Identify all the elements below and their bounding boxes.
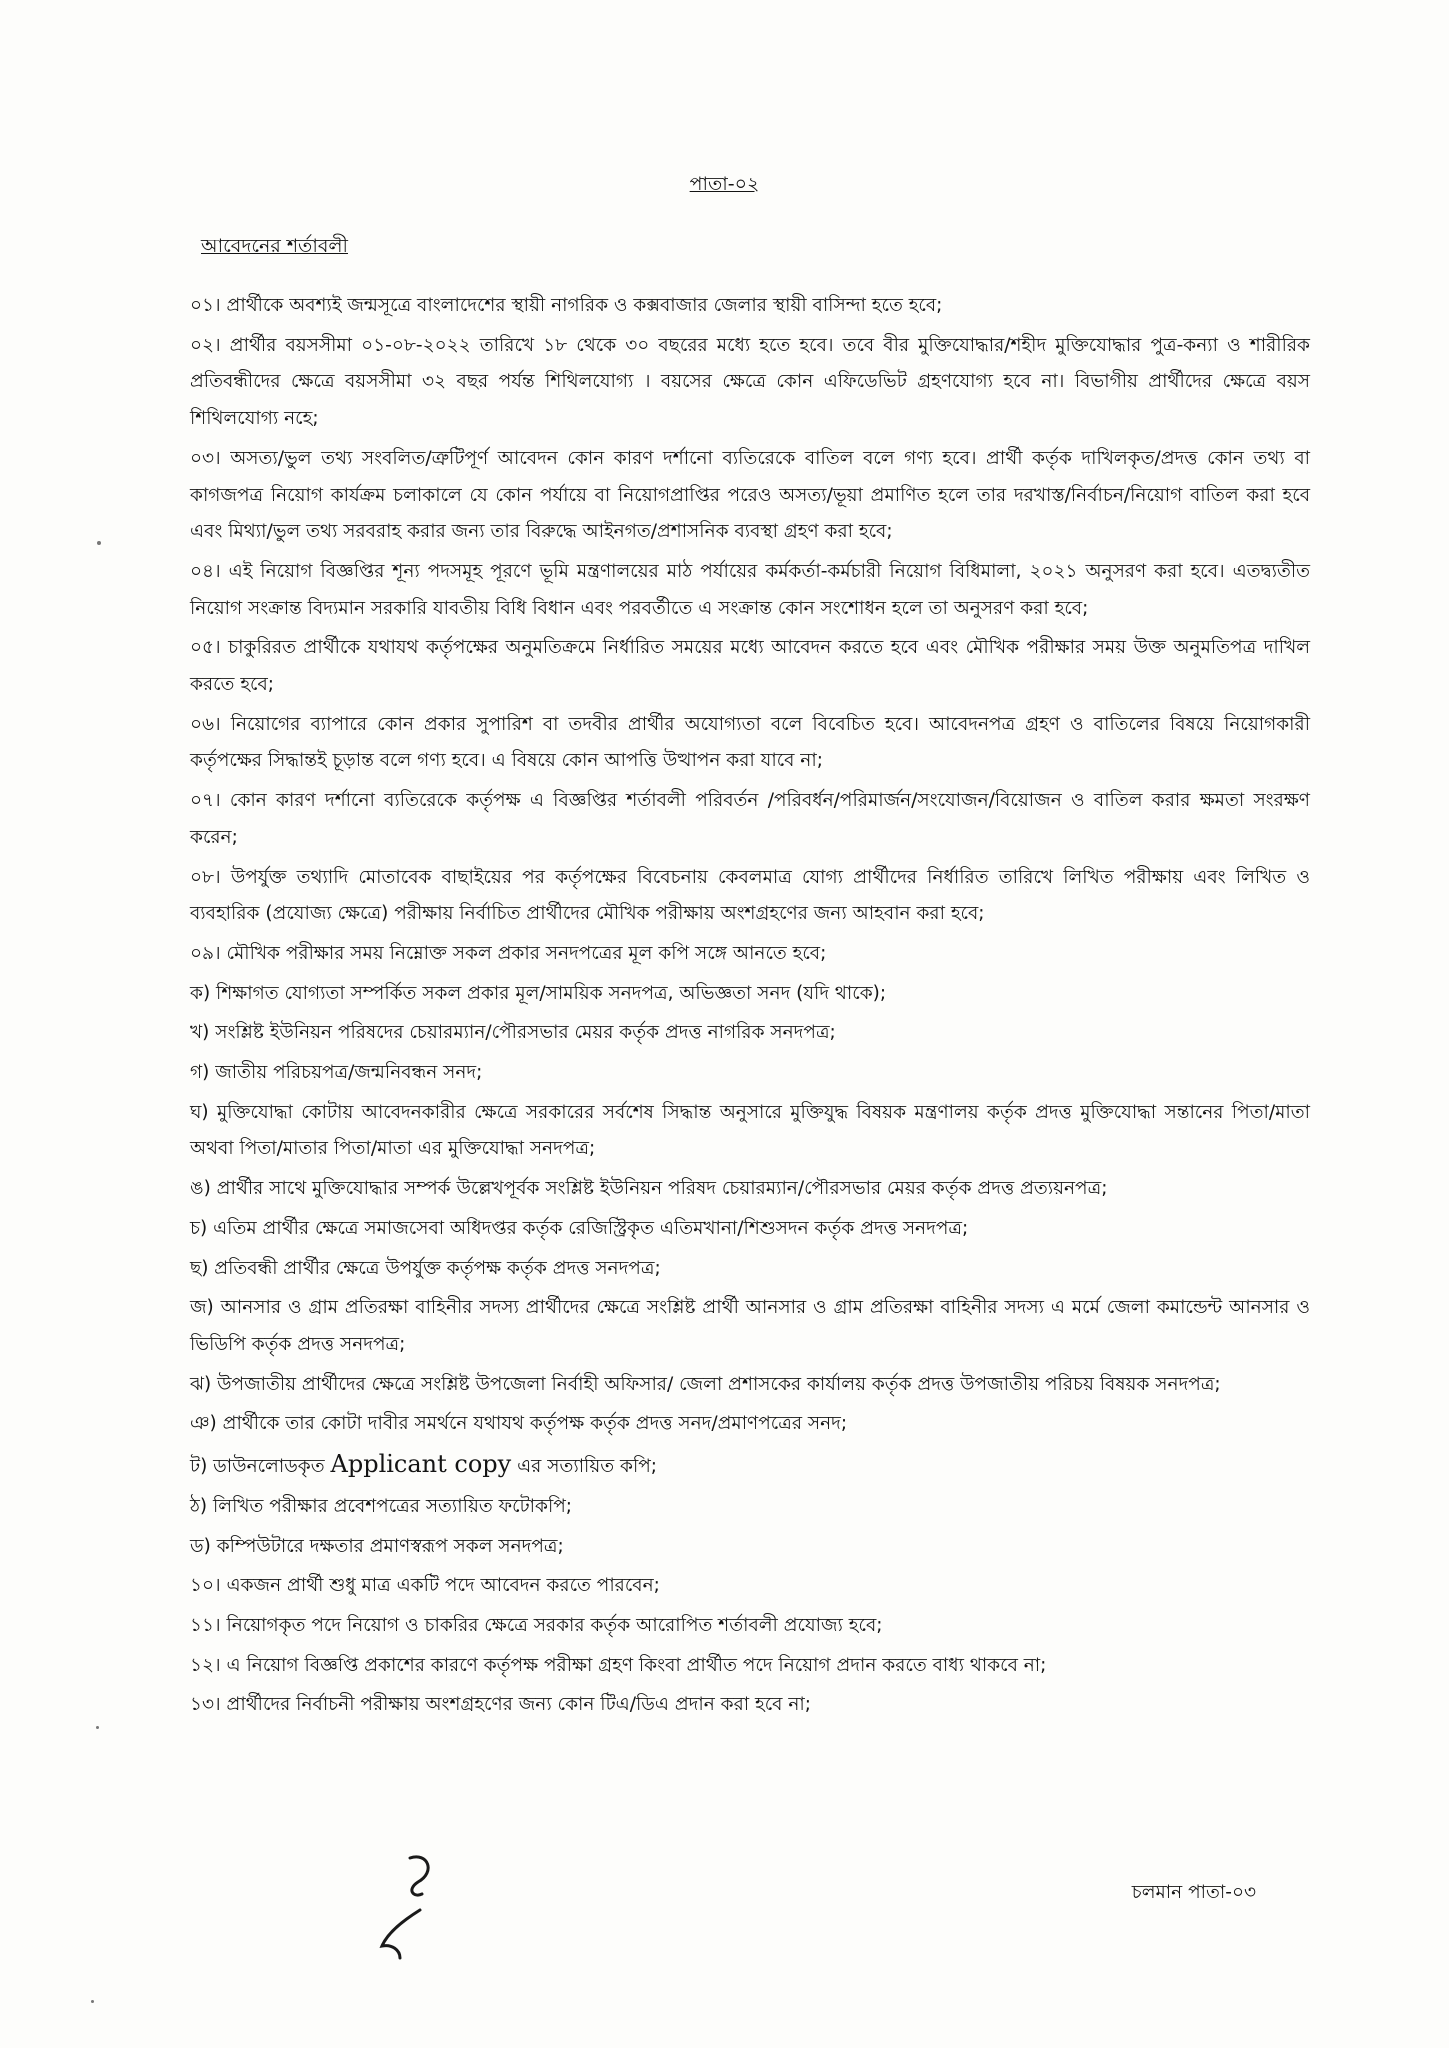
condition-13: ১৩। প্রার্থীদের নির্বাচনী পরীক্ষায় অংশগ্রহণের জন্য কোন টিএ/ডিএ প্রদান করা হবে না; [190, 1694, 811, 1716]
document-item-tha: ঠ) লিখিত পরীক্ষার প্রবেশপত্রের সত্যায়িত ফটোকপি; [190, 1495, 573, 1517]
condition-06: ০৬। নিয়োগের ব্যাপারে কোন প্রকার সুপারিশ বা তদবীর প্রার্থীর অযোগ্যতা বলে বিবেচিত হবে। আবেদনপত্র গ্রহণ ও বাতিলের বিষয়ে নিয়োগকারী কর্তৃপক্ষের সিদ্ধান্তই চূড়ান্ত বলে গণ্য হবে। এ বিষয়ে কোন আপত্তি উত্থাপন করা যাবে না; [190, 713, 1310, 772]
applicant-copy-text: Applicant copy [330, 1450, 512, 1479]
item-ta-suffix: এর সত্যায়িত কপি; [511, 1456, 658, 1478]
conditions-body [190, 288, 1310, 1727]
condition-04: ০৪। এই নিয়োগ বিজ্ঞপ্তির শূন্য পদসমূহ পূরণে ভূমি মন্ত্রণালয়ের মাঠ পর্যায়ের কর্মকর্তা-কর্মচারী নিয়োগ বিধিমালা, ২০২১ অনুসরণ করা হবে। এতদ্ব্যতীত নিয়োগ সংক্রান্ত বিদ্যমান সরকারি যাবতীয় বিধি বিধান এবং পরবর্তীতে এ সংক্রান্ত কোন সংশোধন হলে তা অনুসরণ করা হবে; [190, 560, 1310, 619]
document-item-ta [190, 1446, 1310, 1486]
condition-09: ০৯। মৌখিক পরীক্ষার সময় নিম্নোক্ত সকল প্রকার সনদপত্রের মূল কপি সঙ্গে আনতে হবে; [190, 942, 827, 964]
document-item-chha: ছ) প্রতিবন্ধী প্রার্থীর ক্ষেত্রে উপর্যুক্ত কর্তৃপক্ষ কর্তৃক প্রদত্ত সনদপত্র; [190, 1257, 661, 1279]
handwritten-signature [370, 1850, 460, 1960]
condition-08: ০৮। উপর্যুক্ত তথ্যাদি মোতাবেক বাছাইয়ের পর কর্তৃপক্ষের বিবেচনায় কেবলমাত্র যোগ্য প্রার্থীদের নির্ধারিত তারিখে লিখিত পরীক্ষায় এবং লিখিত ও ব্যবহারিক (প্রযোজ্য ক্ষেত্রে) পরীক্ষায় নির্বাচিত প্রার্থীদের মৌখিক পরীক্ষায় অংশগ্রহণের জন্য আহবান করা হবে; [190, 866, 1310, 925]
continued-page-note: চলমান পাতা-০৩ [1131, 1882, 1256, 1903]
condition-02: ০২। প্রার্থীর বয়সসীমা ০১-০৮-২০২২ তারিখে ১৮ থেকে ৩০ বছরের মধ্যে হতে হবে। তবে বীর মুক্তিযোদ্ধার/শহীদ মুক্তিযোদ্ধার পুত্র-কন্যা ও শারীরিক প্রতিবন্ধীদের ক্ষেত্রে বয়সসীমা ৩২ বছর পর্যন্ত শিথিলযোগ্য । বয়সের ক্ষেত্রে কোন এফিডেভিট গ্রহণযোগ্য হবে না। বিভাগীয় প্রার্থীদের ক্ষেত্রে বয়স শিথিলযোগ্য নহে; [190, 334, 1310, 430]
condition-05: ০৫। চাকুরিরত প্রার্থীকে যথাযথ কর্তৃপক্ষের অনুমতিক্রমে নির্ধারিত সময়ের মধ্যে আবেদন করতে হবে এবং মৌখিক পরীক্ষার সময় উক্ত অনুমতিপত্র দাখিল করতে হবে; [190, 637, 1310, 696]
page-number: পাতা-০২ [689, 173, 760, 195]
condition-01: ০১। প্রার্থীকে অবশ্যই জন্মসূত্রে বাংলাদেশের স্থায়ী নাগরিক ও কক্সবাজার জেলার স্থায়ী বাসিন্দা হতে হবে; [190, 295, 943, 316]
scan-speck [96, 1726, 99, 1729]
document-item-gha: ঘ) মুক্তিযোদ্ধা কোটায় আবেদনকারীর ক্ষেত্রে সরকারের সর্বশেষ সিদ্ধান্ত অনুসারে মুক্তিযুদ্ধ বিষয়ক মন্ত্রণালয় কর্তৃক প্রদত্ত মুক্তিযোদ্ধা সন্তানের পিতা/মাতা অথবা পিতা/মাতার পিতা/মাতা এর মুক্তিযোদ্ধা সনদপত্র; [190, 1101, 1310, 1160]
document-item-kha: খ) সংশ্লিষ্ট ইউনিয়ন পরিষদের চেয়ারম্যান/পৌরসভার মেয়র কর্তৃক প্রদত্ত নাগরিক সনদপত্র; [190, 1022, 836, 1044]
document-item-ja: জ) আনসার ও গ্রাম প্রতিরক্ষা বাহিনীর সদস্য প্রার্থীদের ক্ষেত্রে সংশ্লিষ্ট প্রার্থী আনসার ও গ্রাম প্রতিরক্ষা বাহিনীর সদস্য এ মর্মে জেলা কমান্ডেন্ট আনসার ও ভিডিপি কর্তৃক প্রদত্ত সনদপত্র; [190, 1297, 1310, 1355]
condition-11: ১১। নিয়োগকৃত পদে নিয়োগ ও চাকরির ক্ষেত্রে সরকার কর্তৃক আরোপিত শর্তাবলী প্রযোজ্য হবে; [190, 1614, 883, 1636]
scan-speck [97, 541, 101, 545]
condition-12: ১২। এ নিয়োগ বিজ্ঞপ্তি প্রকাশের কারণে কর্তৃপক্ষ পরীক্ষা গ্রহণ কিংবা প্রার্থীত পদে নিয়োগ প্রদান করতে বাধ্য থাকবে না; [190, 1654, 1047, 1676]
document-item-jha: ঝ) উপজাতীয় প্রার্থীদের ক্ষেত্রে সংশ্লিষ্ট উপজেলা নির্বাহী অফিসার/ জেলা প্রশাসকের কার্যালয় কর্তৃক প্রদত্ত উপজাতীয় পরিচয় বিষয়ক সনদপত্র; [190, 1373, 1221, 1395]
document-item-ga: গ) জাতীয় পরিচয়পত্র/জন্মনিবন্ধন সনদ; [190, 1062, 483, 1084]
document-item-uma: ঙ) প্রার্থীর সাথে মুক্তিযোদ্ধার সম্পর্ক উল্লেখপূর্বক সংশ্লিষ্ট ইউনিয়ন পরিষদ চেয়ারম্যান/পৌরসভার মেয়র কর্তৃক প্রদত্ত প্রত্যয়নপত্র; [190, 1178, 1108, 1200]
document-item-da: ড) কম্পিউটারে দক্ষতার প্রমাণস্বরূপ সকল সনদপত্র; [190, 1535, 564, 1557]
section-heading: আবেদনের শর্তাবলী [201, 235, 348, 257]
document-item-cha: চ) এতিম প্রার্থীর ক্ষেত্রে সমাজসেবা অধিদপ্তর কর্তৃক রেজিস্ট্রিকৃত এতিমখানা/শিশুসদন কর্তৃক প্রদত্ত সনদপত্র; [190, 1217, 969, 1239]
document-item-ka: ক) শিক্ষাগত যোগ্যতা সম্পর্কিত সকল প্রকার মূল/সাময়িক সনদপত্র, অভিজ্ঞতা সনদ (যদি থাকে); [190, 982, 887, 1004]
condition-07: ০৭। কোন কারণ দর্শানো ব্যতিরেকে কর্তৃপক্ষ এ বিজ্ঞপ্তির শর্তাবলী পরিবর্তন /পরিবর্ধন/পরিমার্জন/সংযোজন/বিয়োজন ও বাতিল করার ক্ষমতা সংরক্ষণ করেন; [190, 790, 1310, 848]
scan-speck [91, 2000, 94, 2003]
item-ta-prefix: ট) ডাউনলোডকৃত [190, 1456, 331, 1478]
condition-03: ০৩। অসত্য/ভুল তথ্য সংবলিত/ত্রুটিপূর্ণ আবেদন কোন কারণ দর্শানো ব্যতিরেকে বাতিল বলে গণ্য হবে। প্রার্থী কর্তৃক দাখিলকৃত/প্রদত্ত কোন তথ্য বা কাগজপত্র নিয়োগ কার্যক্রম চলাকালে যে কোন পর্যায়ে বা নিয়োগপ্রাপ্তির পরেও অসত্য/ভূয়া প্রমাণিত হলে তার দরখাস্ত/নির্বাচন/নিয়োগ বাতিল করা হবে এবং মিথ্যা/ভুল তথ্য সরবরাহ করার জন্য তার বিরুদ্ধে আইনগত/প্রশাসনিক ব্যবস্থা গ্রহণ করা হবে; [190, 447, 1310, 543]
condition-10: ১০। একজন প্রার্থী শুধু মাত্র একটি পদে আবেদন করতে পারবেন; [190, 1575, 660, 1597]
document-item-nya: ঞ) প্রার্থীকে তার কোটা দাবীর সমর্থনে যথাযথ কর্তৃপক্ষ কর্তৃক প্রদত্ত সনদ/প্রমাণপত্রের সনদ; [190, 1413, 848, 1435]
